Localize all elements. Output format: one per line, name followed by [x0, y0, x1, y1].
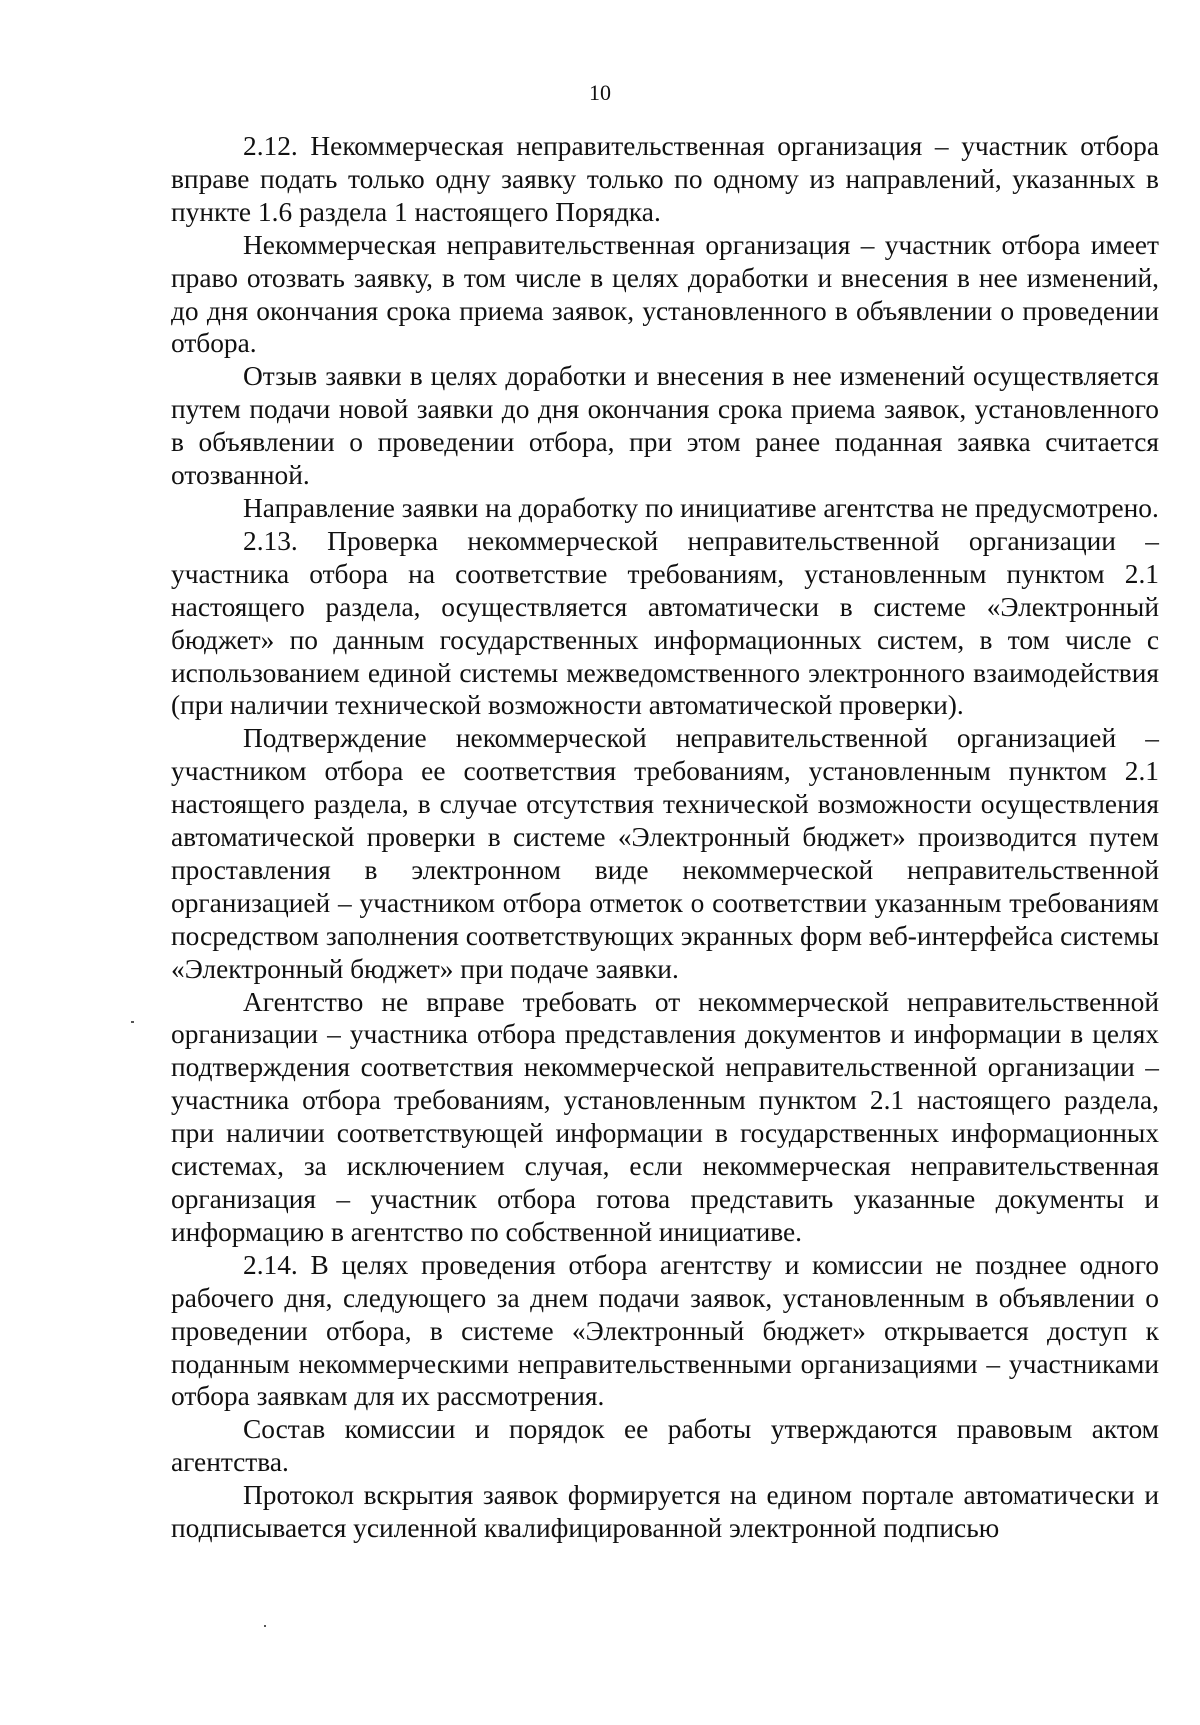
paragraph-confirmation: Подтверждение некоммерческой неправительственной организацией – участником отбора ее соответствия требованиям, установленным пунктом 2.1 настоящего раздела, в случае отсутствия технической возможности осуществления автоматической проверки в системе «Электронный бюджет» производится путем проставления в электронном виде некоммерческой неправительственной организацией – участником отбора отметок о соответствии указанным требованиям посредством заполнения соответствующих экранных форм веб-интерфейса системы «Электронный бюджет» при подаче заявки.	[171, 723, 1159, 984]
scan-speck	[264, 1625, 266, 1627]
page-number: 10	[589, 80, 611, 105]
paragraph-no-rework: Направление заявки на доработку по инициативе агентства не предусмотрено.	[243, 492, 1159, 523]
paragraph-2-14: 2.14. В целях проведения отбора агентству и комиссии не позднее одного рабочего дня, следующего за днем подачи заявок, установленным в объявлении о проведении отбора, в системе «Электронный бюджет» открывается доступ к поданным некоммерческими неправительственными организациями – участниками отбора заявкам для их рассмотрения.	[171, 1249, 1159, 1412]
paragraph-commission: Состав комиссии и порядок ее работы утверждаются правовым актом агентства.	[171, 1414, 1159, 1478]
paragraph-2-12: 2.12. Некоммерческая неправительственная организация – участник отбора вправе подать только одну заявку только по одному из направлений, указанных в пункте 1.6 раздела 1 настоящего Порядка.	[171, 131, 1159, 227]
paragraph-withdraw-procedure: Отзыв заявки в целях доработки и внесения в нее изменений осуществляется путем подачи новой заявки до дня окончания срока приема заявок, установленного в объявлении о проведении отбора, при этом ранее поданная заявка считается отозванной.	[171, 361, 1159, 491]
paragraph-withdraw-right: Некоммерческая неправительственная организация – участник отбора имеет право отозвать заявку, в том числе в целях доработки и внесения в нее изменений, до дня окончания срока приема заявок, установленного в объявлении о проведении отбора.	[171, 229, 1159, 359]
scan-speck	[131, 1021, 134, 1023]
paragraph-2-13: 2.13. Проверка некоммерческой неправительственной организации – участника отбора на соответствие требованиям, установленным пунктом 2.1 настоящего раздела, осуществляется автоматически в системе «Электронный бюджет» по данным государственных информационных систем, в том числе с использованием единой системы межведомственного электронного взаимодействия (при наличии технической возможности автоматической проверки).	[171, 525, 1159, 721]
paragraph-agency-restriction: Агентство не вправе требовать от некоммерческой неправительственной организации – участника отбора представления документов и информации в целях подтверждения соответствия некоммерческой неправительственной организации – участника отбора требованиям, установленным пунктом 2.1 настоящего раздела, при наличии соответствующей информации в государственных информационных системах, за исключением случая, если некоммерческая неправительственная организация – участник отбора готова представить указанные документы и информацию в агентство по собственной инициативе.	[171, 986, 1159, 1247]
paragraph-protocol: Протокол вскрытия заявок формируется на едином портале автоматически и подписывается усиленной квалифицированной электронной подписью	[171, 1480, 1159, 1544]
document-body	[171, 130, 1159, 1545]
